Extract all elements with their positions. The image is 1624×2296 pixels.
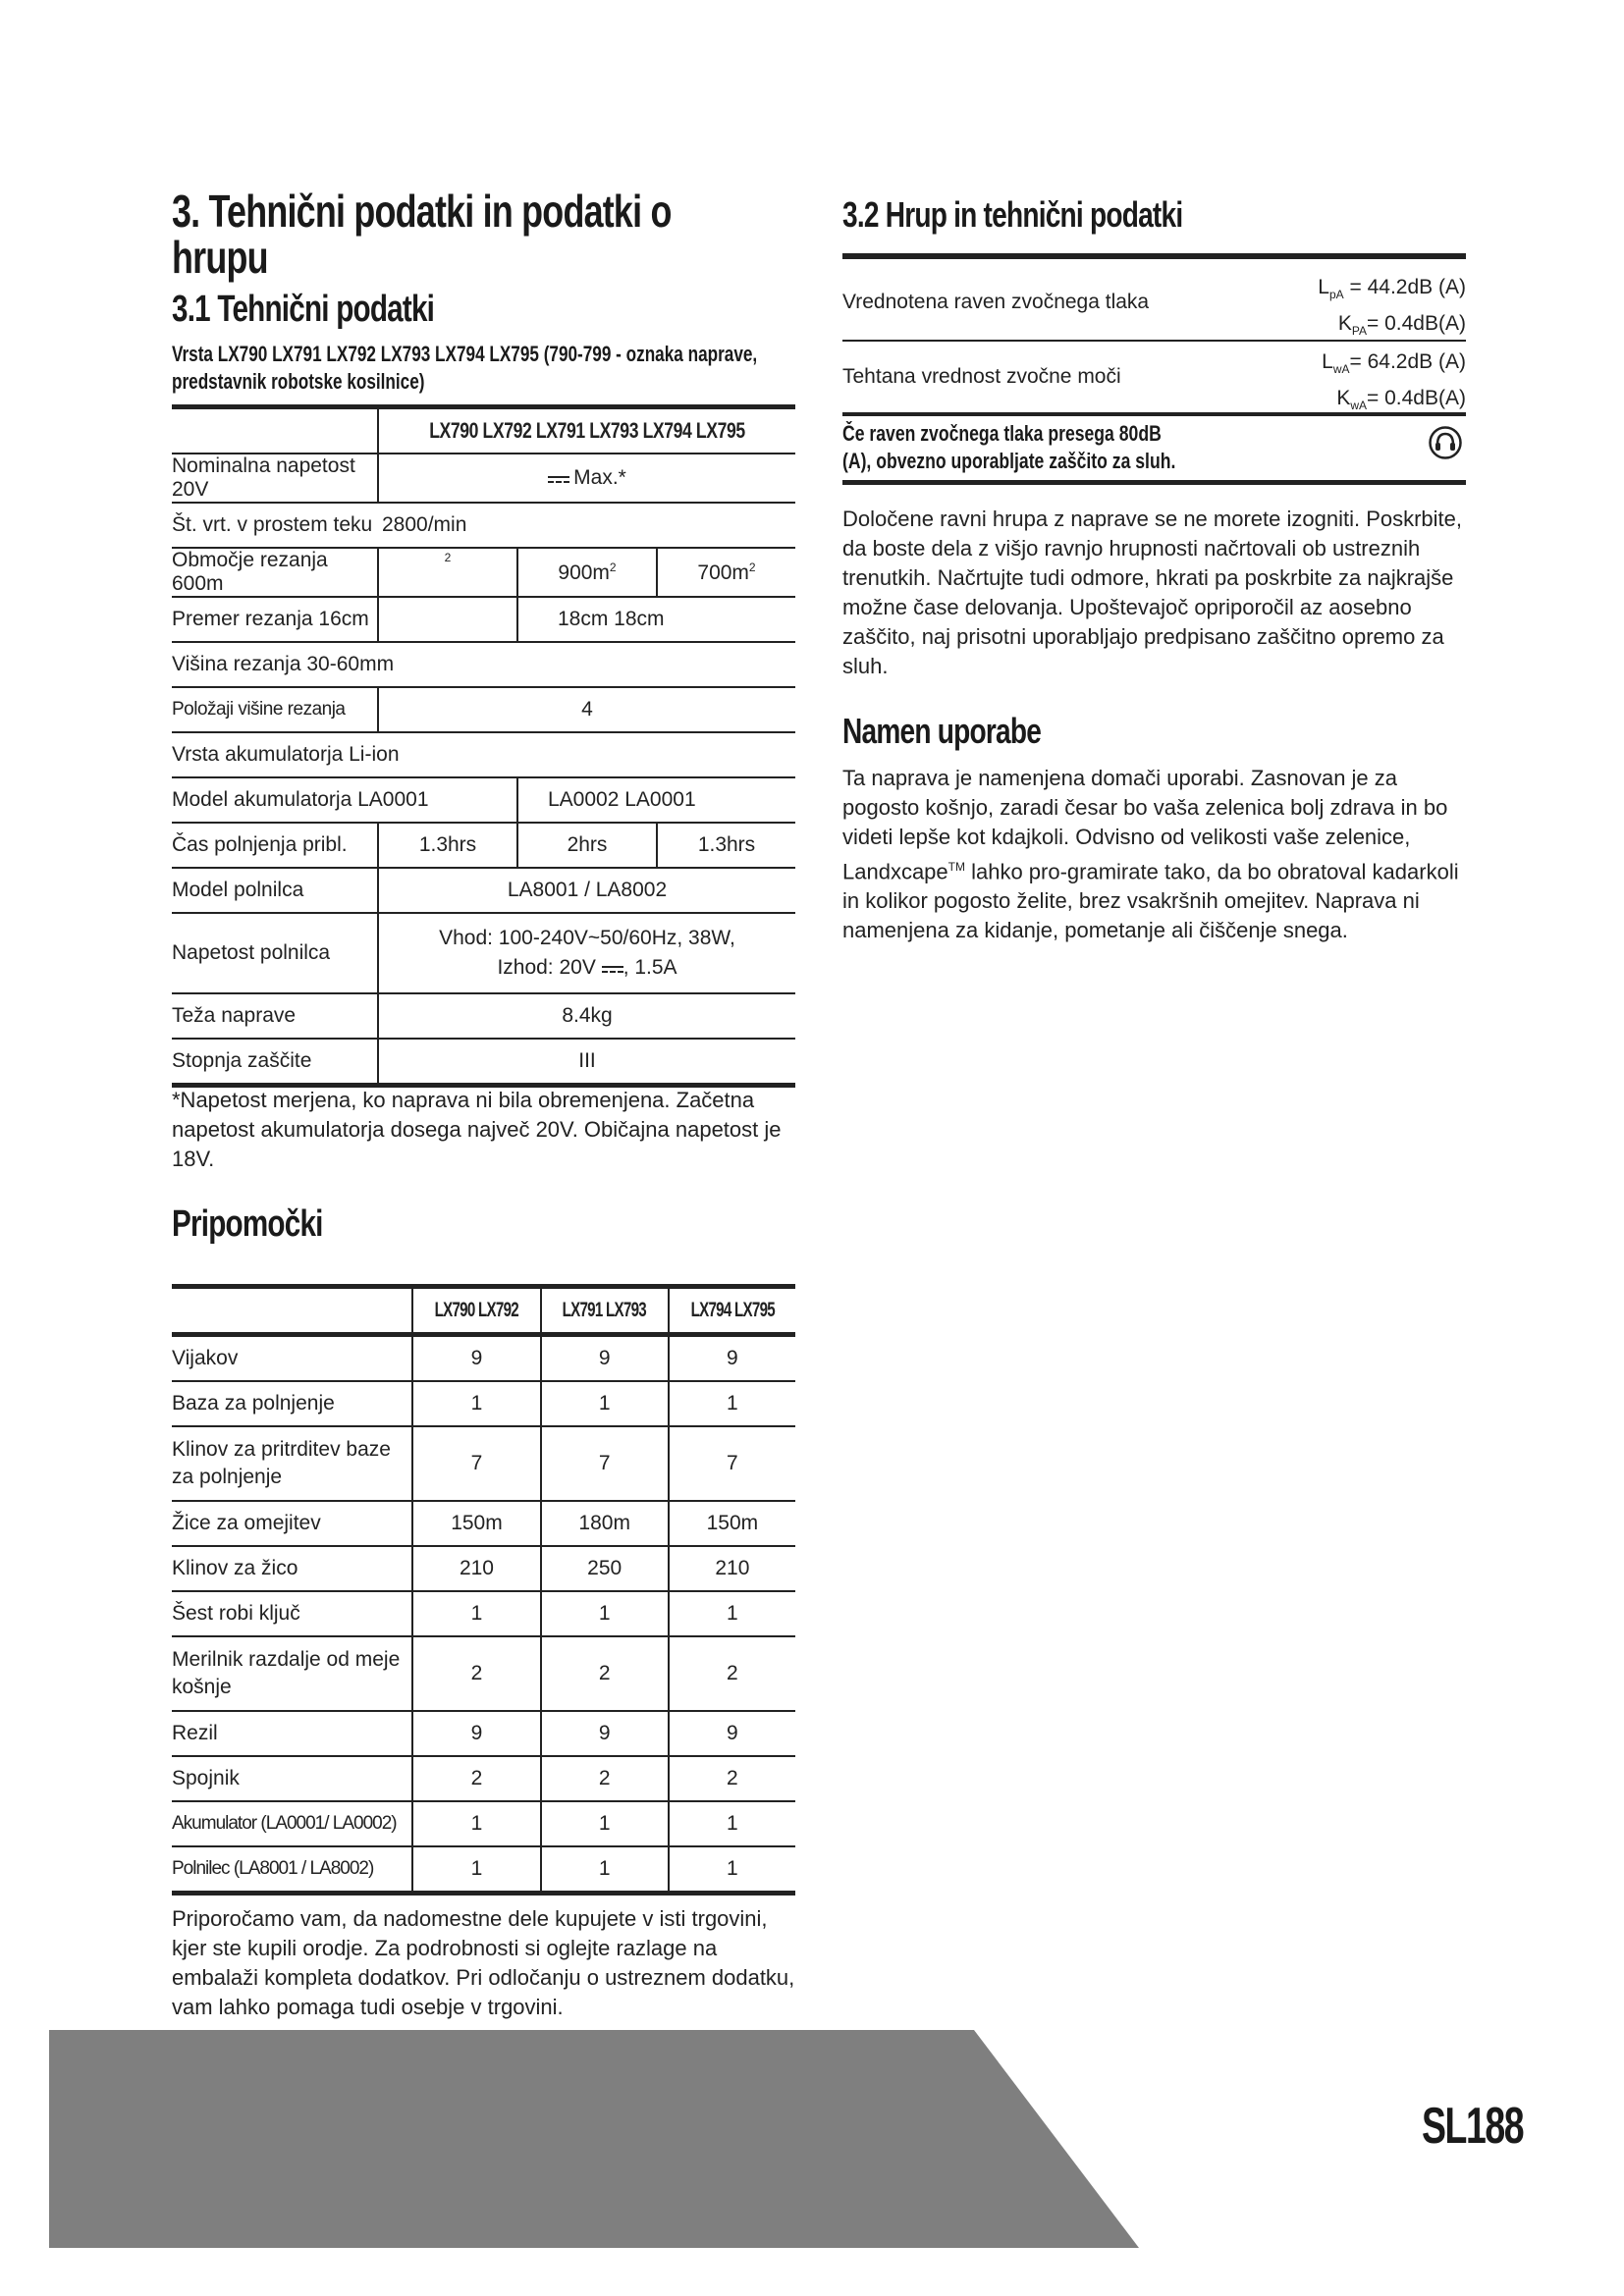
- accessories-row: [172, 1335, 795, 1382]
- accessory-quantity: 9: [669, 1711, 795, 1756]
- spec-value: Vhod: 100-240V~50/60Hz, 38W,: [439, 927, 735, 949]
- warning-line: (A), obvezno uporabljate zaščito za sluh.: [842, 449, 1176, 473]
- spec-value: Izhod: 20V: [497, 956, 596, 979]
- spec-row-charge: [172, 823, 795, 868]
- spec-value: , 1.5A: [623, 956, 677, 979]
- spec-row-protection: [172, 1039, 795, 1086]
- spec-header: LX790 LX792 LX791 LX793 LX794 LX795: [429, 418, 745, 443]
- spec-table: [172, 404, 795, 1088]
- spec-row-battery-type: [172, 732, 795, 777]
- intended-use-paragraph: [842, 764, 1471, 945]
- spec-value: Max.*: [573, 466, 626, 489]
- spec-label: Nominalna napetost 20V: [172, 454, 378, 503]
- accessories-row: [172, 1756, 795, 1801]
- spec-value: LA8001 / LA8002: [378, 868, 795, 913]
- accessory-quantity: 1: [669, 1591, 795, 1636]
- accessory-quantity: 1: [541, 1381, 669, 1426]
- accessory-quantity: 2: [412, 1636, 540, 1711]
- ear-protection-icon: [1429, 426, 1462, 459]
- sub-title: 3.1 Tehnični podatki: [172, 289, 435, 330]
- accessory-label: Klinov za žico: [172, 1546, 412, 1591]
- accessories-row: [172, 1711, 795, 1756]
- accessory-quantity: 2: [669, 1756, 795, 1801]
- dc-symbol-icon: [548, 476, 569, 486]
- noise-symbol: K: [1336, 387, 1351, 410]
- page-code: SL188: [1422, 2098, 1524, 2155]
- accessory-label: Vijakov: [172, 1335, 412, 1382]
- spec-label: Model polnilca: [172, 868, 378, 913]
- spec-value: III: [378, 1039, 795, 1086]
- accessory-quantity: 1: [412, 1846, 540, 1894]
- noise-symbol: L: [1318, 276, 1329, 298]
- noise-label: Vrednotena raven zvočnega tlaka: [842, 291, 1150, 313]
- accessory-quantity: 250: [541, 1546, 669, 1591]
- accessory-quantity: 1: [541, 1846, 669, 1894]
- accessories-column-header: LX791 LX793: [562, 1299, 647, 1321]
- noise-subscript: PA: [1351, 324, 1368, 339]
- noise-title: 3.2 Hrup in tehnični podatki: [842, 194, 1183, 235]
- area-unit-sup: 2: [748, 560, 756, 574]
- noise-value: = 0.4dB(A): [1367, 312, 1466, 336]
- accessory-quantity: 1: [412, 1381, 540, 1426]
- model-line-text: Vrsta LX790 LX791 LX792 LX793 LX794 LX795 (790-799 - oznaka naprave, predstavnik robotske kosilnice): [172, 342, 758, 394]
- accessory-quantity: 2: [669, 1636, 795, 1711]
- accessory-quantity: 1: [669, 1846, 795, 1894]
- spec-value: 1.3hrs: [378, 823, 517, 868]
- spec-header-row: [172, 407, 795, 454]
- accessory-quantity: 150m: [412, 1501, 540, 1546]
- noise-top-rule: [842, 253, 1466, 259]
- accessory-quantity: 150m: [669, 1501, 795, 1546]
- accessory-label: Merilnik razdalje od meje košnje: [172, 1636, 412, 1711]
- spec-value: 1.3hrs: [657, 823, 795, 868]
- accessory-label: Spojnik: [172, 1756, 412, 1801]
- accessory-quantity: 210: [669, 1546, 795, 1591]
- accessories-row: [172, 1546, 795, 1591]
- noise-subscript: wA: [1332, 362, 1350, 377]
- spec-value: 900m: [558, 561, 610, 584]
- accessory-quantity: 1: [412, 1591, 540, 1636]
- spec-row-positions: [172, 687, 795, 732]
- noise-bottom-rule: [842, 480, 1466, 485]
- spec-label: Model akumulatorja LA0001: [172, 777, 517, 823]
- accessories-note: Priporočamo vam, da nadomestne dele kupujete v isti trgovini, kjer ste kupili orodje. Za podrobnosti si oglejte razlage na embalaži kompleta dodatkov. Pri odločanju o ustreznem dodatku, vam lahko pomaga tudi osebje v trgovini.: [172, 1906, 795, 2019]
- spec-label: Vrsta akumulatorja Li-ion: [172, 732, 795, 777]
- accessory-label: Šest robi ključ: [172, 1591, 412, 1636]
- spec-value: 8.4kg: [378, 993, 795, 1039]
- accessory-quantity: 2: [412, 1756, 540, 1801]
- noise-row-divider: [842, 340, 1466, 342]
- noise-value: = 44.2dB (A): [1349, 276, 1466, 298]
- noise-subscript: pA: [1328, 288, 1344, 302]
- use-text: lahko pro-gramirate tako, da bo obratoval kadarkoli in kolikor pogosto želite, brez vsakršnih omejitev. Naprava ni namenjena za kidanje, pometanje ali čiščenje snega.: [842, 859, 1459, 943]
- accessory-label: Baza za polnjenje: [172, 1381, 412, 1426]
- spec-label: Višina rezanja 30-60mm: [172, 642, 795, 687]
- accessory-quantity: 7: [541, 1426, 669, 1501]
- noise-row-divider: [842, 412, 1466, 416]
- accessories-row: [172, 1426, 795, 1501]
- accessory-quantity: 1: [669, 1381, 795, 1426]
- accessories-row: [172, 1501, 795, 1546]
- accessory-quantity: 1: [541, 1591, 669, 1636]
- accessory-quantity: 180m: [541, 1501, 669, 1546]
- accessories-row: [172, 1801, 795, 1846]
- dc-symbol-icon: [602, 966, 623, 976]
- noise-row-pressure: [842, 269, 1466, 338]
- spec-row-weight: [172, 993, 795, 1039]
- spec-value: LA0002 LA0001: [517, 777, 795, 823]
- accessories-column-header: LX794 LX795: [690, 1299, 775, 1321]
- spec-value: 700m: [697, 561, 749, 584]
- accessory-label: Klinov za pritrditev baze za polnjenje: [172, 1426, 412, 1501]
- spec-row-battery-model: [172, 777, 795, 823]
- spec-label: Teža naprave: [172, 993, 378, 1039]
- accessory-quantity: 9: [541, 1711, 669, 1756]
- spec-value: 2hrs: [517, 823, 657, 868]
- accessories-body: [172, 1335, 795, 1894]
- spec-footnote: *Napetost merjena, ko naprava ni bila obremenjena. Začetna napetost akumulatorja dosega največ 20V. Običajna napetost je 18V.: [172, 1088, 782, 1171]
- accessory-quantity: 2: [541, 1636, 669, 1711]
- noise-symbol: L: [1322, 350, 1333, 373]
- warning-line: Če raven zvočnega tlaka presega 80dB: [842, 421, 1162, 446]
- accessories-row: [172, 1591, 795, 1636]
- spec-row-voltage: [172, 454, 795, 503]
- accessory-quantity: 7: [412, 1426, 540, 1501]
- spec-label: Območje rezanja 600m: [172, 549, 328, 595]
- spec-label: Napetost polnilca: [172, 913, 378, 993]
- spec-row-height: [172, 642, 795, 687]
- spec-label: Stopnja zaščite: [172, 1039, 378, 1086]
- spec-row-speed: [172, 503, 795, 548]
- accessory-label: Polnilec (LA8001 / LA8002): [172, 1846, 412, 1894]
- noise-label: Tehtana vrednost zvočne moči: [842, 365, 1121, 388]
- accessories-row: [172, 1636, 795, 1711]
- spec-label: Položaji višine rezanja: [172, 687, 378, 732]
- trademark-sup: TM: [947, 860, 965, 874]
- spec-label: Št. vrt. v prostem teku: [172, 503, 378, 548]
- accessory-label: Žice za omejitev: [172, 1501, 412, 1546]
- accessory-label: Rezil: [172, 1711, 412, 1756]
- spec-label: Premer rezanja 16cm: [172, 597, 378, 642]
- noise-paragraph: Določene ravni hrupa z naprave se ne morete izogniti. Poskrbite, da boste dela z višjo ravnjo hrupnosti načrtovali ob ustreznih trenutkih. Načrtujte tudi odmore, hkrati pa poskrbite za najkrajše možne čase delovanja. Upoštevajoč opriporočil az aosebno zaščito, naj prisotni uporabljajo predpisano zaščitno opremo za sluh.: [842, 507, 1463, 678]
- accessory-quantity: 1: [412, 1801, 540, 1846]
- accessory-quantity: 2: [541, 1756, 669, 1801]
- spec-row-charger-model: [172, 868, 795, 913]
- accessory-quantity: 9: [541, 1335, 669, 1382]
- main-title-line1: 3. Tehnični podatki in podatki o: [172, 186, 672, 237]
- noise-value: = 0.4dB(A): [1367, 387, 1466, 410]
- area-unit-sup: 2: [609, 560, 617, 574]
- spec-row-diameter: [172, 597, 795, 642]
- intended-use-title: Namen uporabe: [842, 711, 1042, 751]
- spec-label: Čas polnjenja pribl.: [172, 823, 378, 868]
- main-title-line2: hrupu: [172, 232, 268, 283]
- hearing-warning: [842, 420, 1392, 475]
- noise-symbol: K: [1337, 312, 1352, 336]
- accessories-title: Pripomočki: [172, 1203, 323, 1245]
- accessory-quantity: 1: [669, 1801, 795, 1846]
- accessory-quantity: 7: [669, 1426, 795, 1501]
- use-text: Ta naprava je namenjena domači uporabi. Zasnovan je za pogosto košnjo, zaradi česar bo vaša zelenica bolj zdrava in bo videti lepše kot kdajkoli. Odvisno od velikosti vaše zelenice, Landxcape: [842, 766, 1448, 884]
- accessory-quantity: 210: [412, 1546, 540, 1591]
- accessories-row: [172, 1846, 795, 1894]
- noise-subscript: wA: [1350, 399, 1368, 413]
- noise-value: = 64.2dB (A): [1349, 350, 1466, 373]
- main-title: [172, 188, 672, 281]
- spec-row-charger-voltage: [172, 913, 795, 993]
- footer-band: [49, 2030, 1139, 2248]
- model-line: [172, 341, 777, 396]
- accessory-quantity: 9: [669, 1335, 795, 1382]
- accessory-quantity: 1: [541, 1801, 669, 1846]
- accessories-row: [172, 1381, 795, 1426]
- accessories-column-header: LX790 LX792: [434, 1299, 519, 1321]
- accessory-quantity: 9: [412, 1711, 540, 1756]
- spec-value: 18cm 18cm: [517, 597, 795, 642]
- spec-row-area: [172, 548, 795, 597]
- noise-row-power: [842, 344, 1466, 412]
- accessory-quantity: 9: [412, 1335, 540, 1382]
- accessories-header-row: [172, 1287, 795, 1335]
- accessory-label: Akumulator (LA0001/ LA0002): [172, 1801, 412, 1846]
- spec-value: 4: [378, 687, 795, 732]
- spec-value: 2800/min: [378, 503, 795, 548]
- area-unit-sup: 2: [444, 551, 452, 564]
- accessories-table: [172, 1284, 795, 1896]
